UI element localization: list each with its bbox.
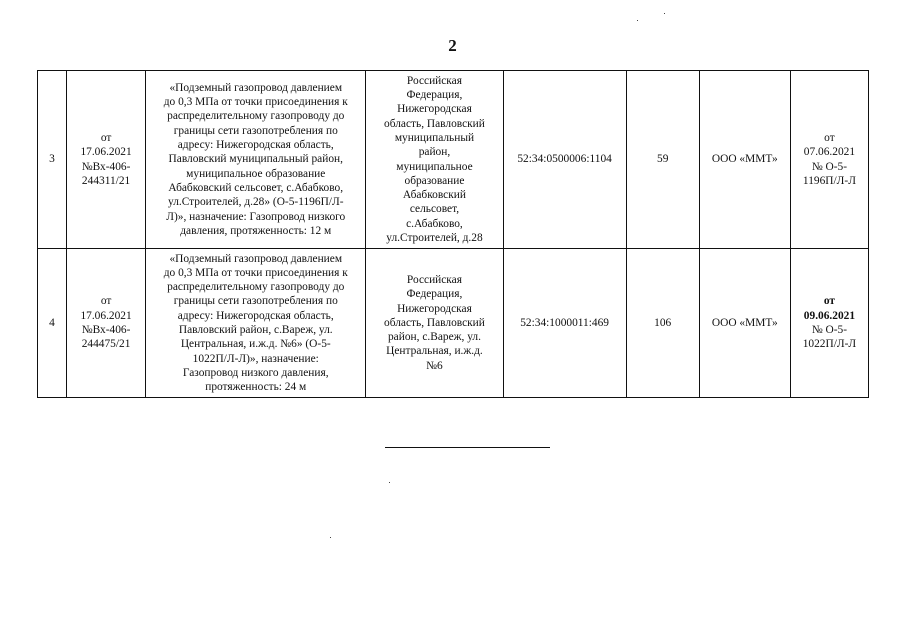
location-line: район, с.Вареж, ул. xyxy=(387,331,481,344)
incoming-ref-line: 17.06.2021 xyxy=(80,146,132,159)
end-separator-line xyxy=(385,447,550,448)
location-line: Федерация, xyxy=(406,89,463,102)
table-row xyxy=(38,71,869,249)
location-line: область, Павловский xyxy=(384,316,485,329)
owner-cell: ООО «ММТ» xyxy=(699,71,790,249)
incoming-ref-cell xyxy=(67,71,146,249)
incoming-ref-line: 244311/21 xyxy=(81,174,131,187)
location-line: №6 xyxy=(426,359,443,372)
registry-table xyxy=(37,70,869,398)
incoming-ref-line: от xyxy=(100,295,112,308)
location-line: Нижегородская xyxy=(397,103,472,116)
description-line: «Подземный газопровод давлением xyxy=(169,81,343,94)
description-line: адресу: Нижегородская область, xyxy=(177,309,334,322)
row-index-cell: 4 xyxy=(38,249,67,398)
description-line: границы сети газопотребления по xyxy=(173,295,338,308)
decision-ref-line: № О-5- xyxy=(811,160,848,173)
description-line: границы сети газопотребления по xyxy=(173,124,338,137)
location-line: Российская xyxy=(406,273,462,286)
decision-ref-line: 1022П/Л-Л xyxy=(802,338,857,351)
description-line: 1022П/Л-Л)», назначение: xyxy=(192,352,319,365)
description-line: Абабковский сельсовет, с.Абабково, xyxy=(168,181,344,194)
owner-cell: ООО «ММТ» xyxy=(699,249,790,398)
location-line: Нижегородская xyxy=(397,302,472,315)
location-cell xyxy=(366,71,503,249)
location-line: образование xyxy=(404,174,465,187)
description-line: Павловский район, с.Вареж, ул. xyxy=(178,324,333,336)
location-line: Центральная, и.ж.д. xyxy=(386,345,483,358)
description-line: давления, протяженность: 12 м xyxy=(180,224,332,237)
description-line: до 0,3 МПа от точки присоединения к xyxy=(163,96,348,109)
location-line: Российская xyxy=(406,74,462,87)
location-line: область, Павловский xyxy=(384,117,485,130)
cadastral-number-cell: 52:34:0500006:1104 xyxy=(503,71,626,249)
description-line: протяженность: 24 м xyxy=(205,381,307,394)
description-line: Газопровод низкого давления, xyxy=(182,366,329,379)
location-line: муниципальное xyxy=(396,160,473,173)
decision-ref-line: № О-5- xyxy=(811,324,848,336)
cadastral-number-cell: 52:34:1000011:469 xyxy=(503,249,626,398)
decision-ref-line: 07.06.2021 xyxy=(803,146,856,159)
incoming-ref-line: 17.06.2021 xyxy=(80,309,132,322)
location-line: район, xyxy=(418,146,451,159)
location-cell xyxy=(366,249,503,398)
location-line: с.Абабково, xyxy=(406,217,463,230)
incoming-ref-cell xyxy=(67,249,146,398)
description-line: Л)», назначение: Газопровод низкого xyxy=(166,210,346,223)
location-line: Федерация, xyxy=(406,288,463,301)
location-line: муниципальный xyxy=(394,131,475,144)
row-index-cell: 3 xyxy=(38,71,67,249)
object-description-cell xyxy=(146,249,366,398)
incoming-ref-line: от xyxy=(100,131,112,144)
object-description-cell xyxy=(146,71,366,249)
description-line: до 0,3 МПа от точки присоединения к xyxy=(163,266,348,279)
decision-ref-cell xyxy=(790,71,868,249)
description-line: муниципальное образование xyxy=(186,167,326,180)
scan-speck xyxy=(637,20,638,21)
area-cell: 59 xyxy=(626,71,699,249)
scan-speck xyxy=(664,13,665,14)
decision-ref-line: от xyxy=(824,131,835,144)
decision-ref-line: 09.06.2021 xyxy=(803,309,856,322)
description-line: распределительному газопроводу до xyxy=(167,110,345,123)
table-row xyxy=(38,249,869,398)
area-cell: 106 xyxy=(626,249,699,398)
decision-ref-cell xyxy=(790,249,868,398)
description-line: Центральная, и.ж.д. №6» (О-5- xyxy=(180,338,331,351)
location-line: Абабковский xyxy=(402,189,466,202)
decision-ref-line: 1196П/Л-Л xyxy=(802,174,856,187)
incoming-ref-line: 244475/21 xyxy=(81,338,131,351)
incoming-ref-line: №Вх-406- xyxy=(81,160,131,173)
decision-ref-line: от xyxy=(823,295,835,308)
description-line: ул.Строителей, д.28» (О-5-1196П/Л- xyxy=(168,196,344,209)
scan-speck xyxy=(330,537,331,538)
page-number: 2 xyxy=(448,36,457,55)
description-line: распределительному газопроводу до xyxy=(167,281,345,294)
incoming-ref-line: №Вх-406- xyxy=(81,324,131,336)
scan-speck xyxy=(389,482,390,483)
description-line: Павловский муниципальный район, xyxy=(168,153,343,166)
description-line: «Подземный газопровод давлением xyxy=(169,252,343,265)
location-line: ул.Строителей, д.28 xyxy=(386,231,483,244)
location-line: сельсовет, xyxy=(409,203,460,216)
description-line: адресу: Нижегородская область, xyxy=(177,139,334,152)
